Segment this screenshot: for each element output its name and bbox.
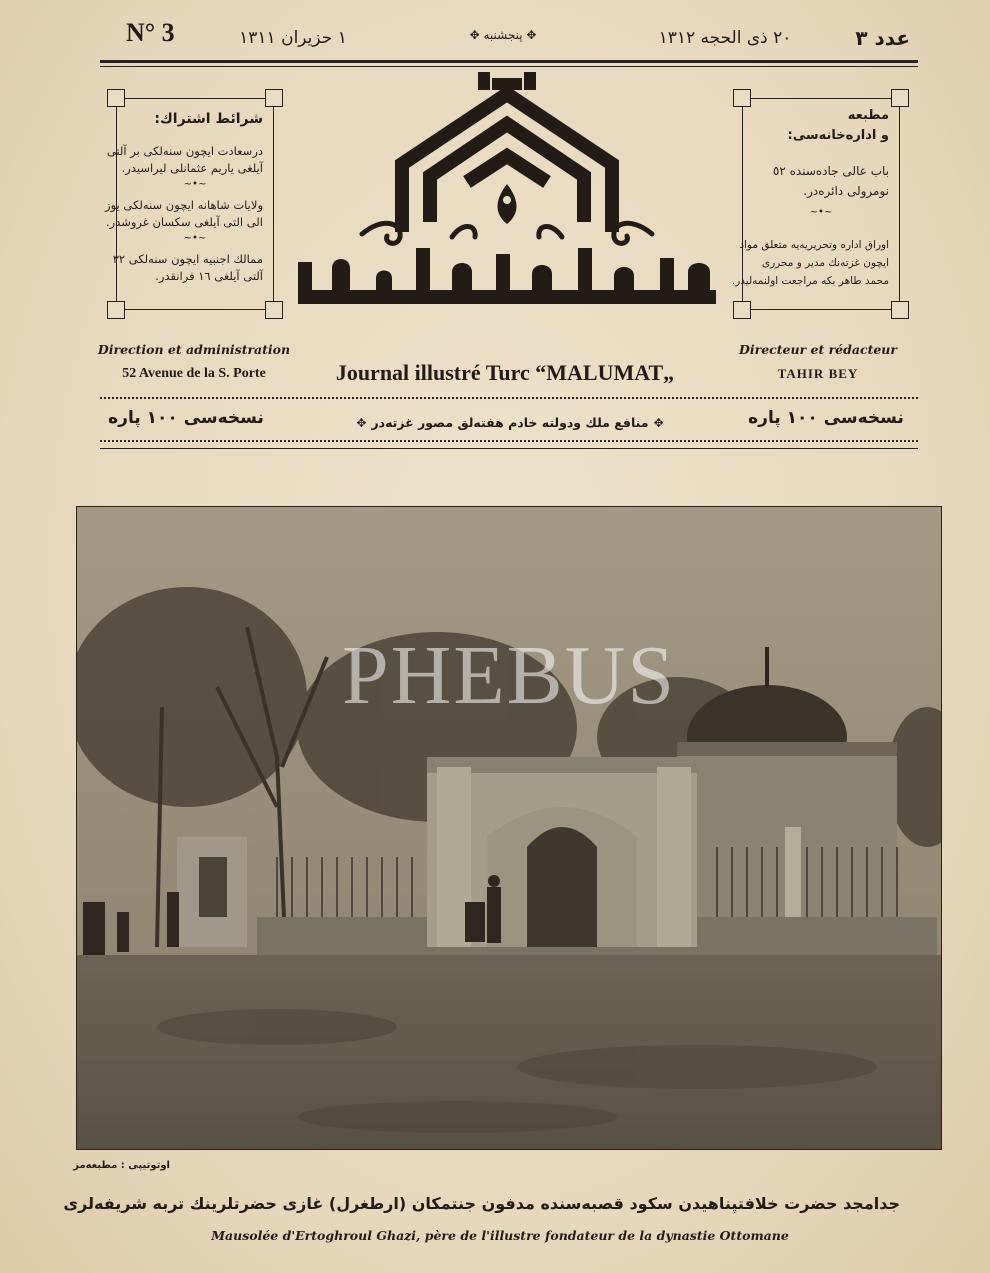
malumat-calligraphy-logo — [292, 72, 722, 322]
divider-ornament: ~•~ — [183, 179, 207, 190]
office-line: و اداره‌خانه‌سی: — [787, 128, 889, 143]
office-heading: مطبعه — [847, 108, 889, 123]
issue-number-latin: N° 3 — [126, 18, 175, 47]
weekday: پنجشنبه — [483, 28, 523, 42]
price-right: نسخه‌سی ١٠٠ پاره — [748, 408, 904, 428]
caption-french: Mausolée d'Ertoghroul Ghazi, père de l'illustre fondateur de la dynastie Ottomane — [211, 1228, 789, 1243]
ornament-left-icon: ✥ — [469, 28, 480, 42]
office-line: باب عالی جاده‌سنده ٥٢ — [772, 164, 889, 178]
director-name: TAHIR BEY — [777, 366, 859, 381]
ornament-left-icon: ✥ — [356, 416, 367, 430]
direction-administration-label: Direction et administration — [97, 342, 291, 357]
caption-ottoman: جدامجد حضرت خلافتپناهیدن سکود قصبه‌سنده مدفون جنتمکان (ارطغرل) غازی حضرتلرینك تربه شریفه‌لری — [63, 1194, 900, 1213]
office-line: اوراق اداره وتحریریه‌یه متعلق مواد — [739, 239, 889, 251]
masthead-bottom-rule — [100, 448, 918, 449]
director-editor-label: Directeur et rédacteur — [739, 342, 897, 357]
subscription-heading: شرائط اشتراك: — [154, 111, 263, 127]
divider-ornament: ~•~ — [809, 207, 833, 218]
subtitle-banner — [330, 412, 690, 431]
journal-title: Journal illustré Turc “MALUMAT„ — [335, 360, 675, 385]
subscription-line: ممالك اجنبیه ایچون سنه‌لکی ٣٢ — [112, 252, 263, 266]
dotted-rule-bottom — [100, 440, 918, 442]
subscription-line: ولایات شاهانه ایچون سنه‌لکی یوز — [105, 198, 263, 212]
ornament-right-icon: ✥ — [526, 28, 537, 42]
subscription-line: الی التی آیلغی سکسان غروشدر. — [106, 215, 263, 229]
subscription-line: آلتی آیلغی ١٦ فرانقدر. — [155, 269, 263, 283]
ornament-right-icon: ✥ — [653, 416, 664, 430]
subscription-line: آیلغی یاریم عثمانلی لیراسیدر. — [121, 161, 263, 175]
office-box — [731, 98, 900, 310]
weekday-ornament — [448, 28, 558, 42]
dotted-rule-top — [100, 397, 918, 399]
photo-credit: اوتوتیپی : مطبعه‌مز — [73, 1160, 170, 1171]
price-left: نسخه‌سی ١٠٠ پاره — [108, 408, 264, 428]
divider-ornament: ~•~ — [183, 233, 207, 244]
date-hijri: ٢٠ ذی الحجه ١٣١٢ — [658, 28, 792, 48]
administration-address: 52 Avenue de la S. Porte — [122, 366, 266, 381]
date-rumi: ١ حزيران ١٣١١ — [239, 28, 347, 48]
top-rule — [100, 60, 918, 63]
office-line: ایچون غزته‌نك مدیر و محرری — [761, 257, 889, 269]
watermark: PHEBUS — [341, 629, 677, 722]
top-rule-thin — [100, 66, 918, 67]
office-line: نومرولی دائره‌در. — [803, 184, 889, 198]
subscription-box — [105, 98, 274, 310]
mausoleum-scene — [77, 507, 941, 1149]
subscription-line: درسعادت ایچون سنه‌لکی بر آلتی — [106, 144, 263, 158]
office-line: محمد طاهر بکه مراجعت اولنمه‌لیدر. — [731, 275, 889, 287]
subtitle-ottoman: منافع ملك ودولته خادم هفته‌لق مصور غزته‌در — [371, 415, 649, 430]
mausoleum-photograph — [76, 506, 942, 1150]
issue-number-ottoman: عدد ٣ — [855, 26, 910, 50]
